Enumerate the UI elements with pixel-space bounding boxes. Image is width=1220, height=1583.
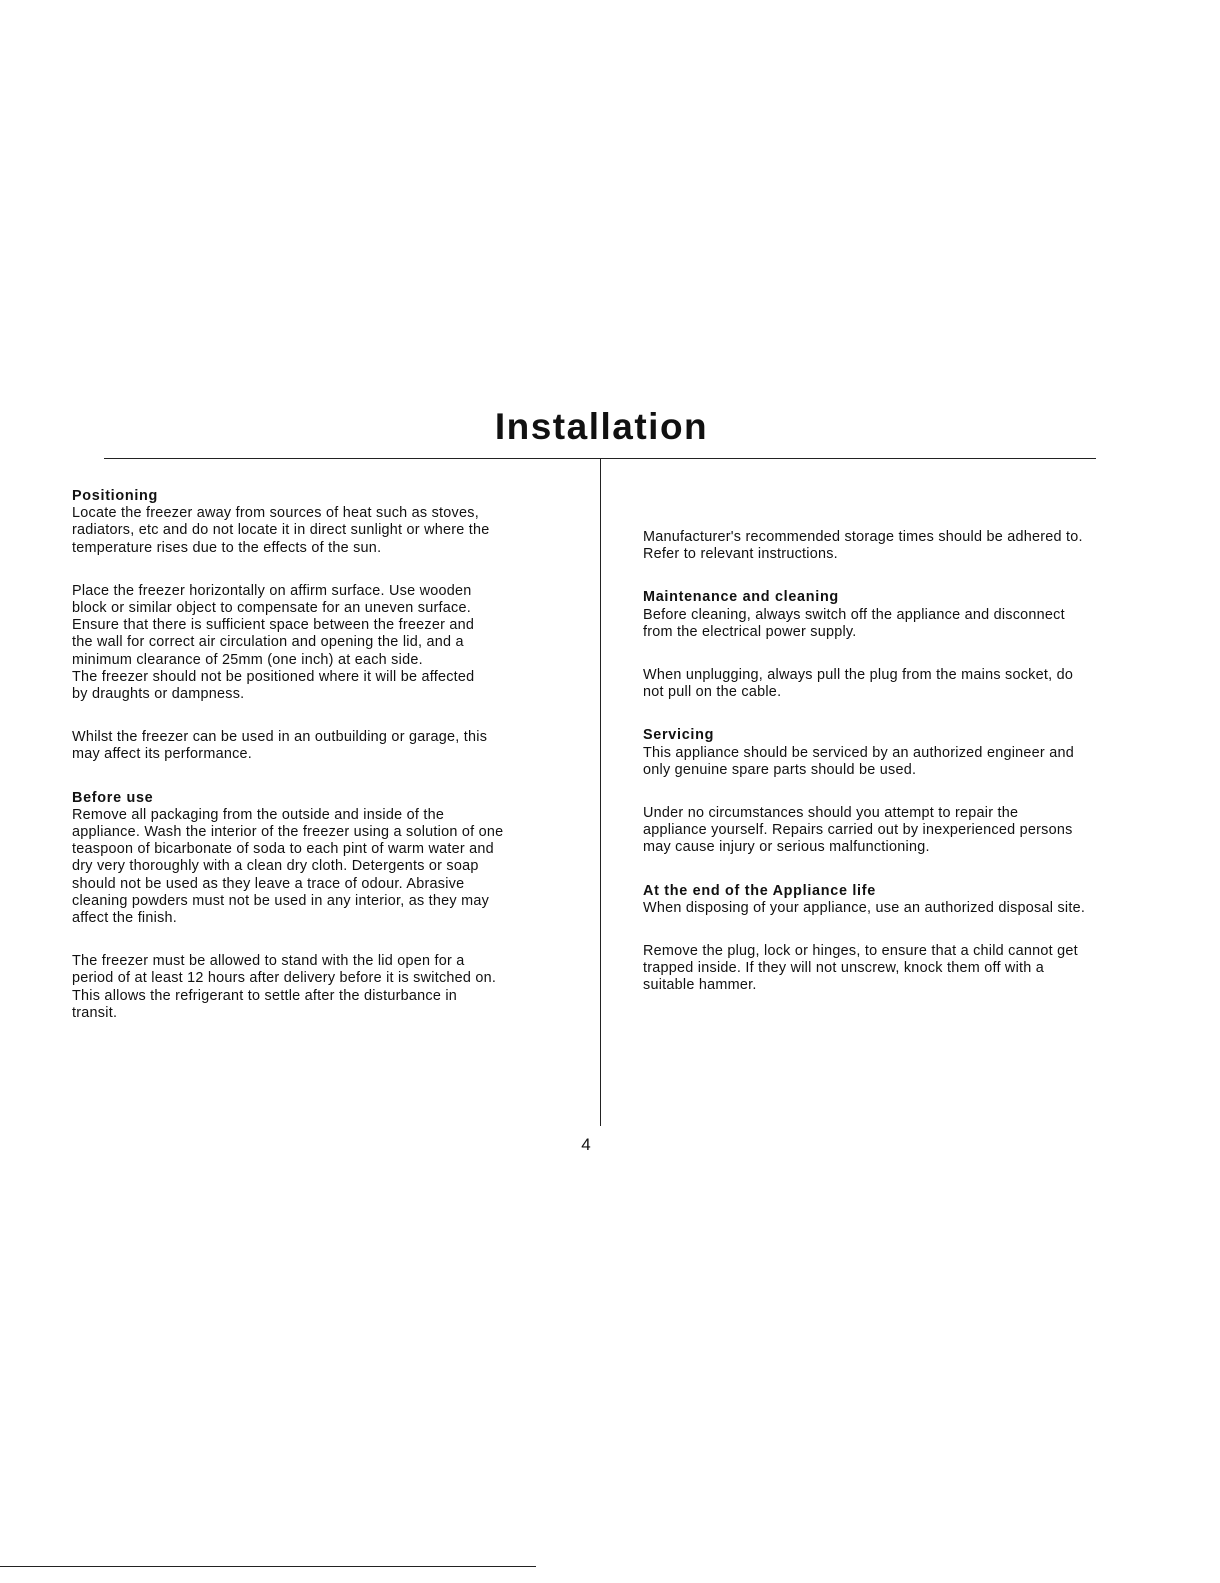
page-title: Installation [494, 406, 709, 447]
bottom-rule [0, 1566, 536, 1567]
left-column [72, 488, 542, 1022]
before-use-heading: Before use [72, 789, 154, 806]
maintenance-paragraph-2: When unplugging, always pull the plug from the mains socket, do not pull on the cable. [643, 667, 1074, 701]
maintenance-heading: Maintenance and cleaning [643, 589, 839, 606]
servicing-heading: Servicing [643, 727, 715, 744]
positioning-paragraph-3: Whilst the freezer can be used in an outbuilding or garage, this may affect its performance. [72, 729, 488, 763]
positioning-heading: Positioning [72, 488, 159, 504]
end-of-life-paragraph-1: When disposing of your appliance, use an authorized disposal site. [643, 899, 1086, 916]
before-use-paragraph-1: Remove all packaging from the outside and inside of the appliance. Wash the interior of the freezer using a solution of one teaspoon of bicarbonate of soda to each pint of warm water and dry very thoroughly with a clean dry cloth. Detergents or soap should not be used as they leave a trace of odour. Abrasive cleaning powders must not be used in any interior, as they may affect the finish. [72, 806, 504, 927]
page-number: 4 [581, 1135, 591, 1154]
maintenance-paragraph-1: Before cleaning, always switch off the appliance and disconnect from the electrical power supply. [643, 606, 1065, 640]
servicing-paragraph-1: This appliance should be serviced by an authorized engineer and only genuine spare parts should be used. [643, 744, 1074, 778]
before-use-paragraph-2: The freezer must be allowed to stand with the lid open for a period of at least 12 hours after delivery before it is switched on. This allows the refrigerant to settle after the disturbance in transit. [72, 953, 497, 1021]
positioning-paragraph-2: Place the freezer horizontally on affirm surface. Use wooden block or similar object to compensate for an uneven surface. Ensure that there is sufficient space between the freezer and the wall for correct air circulation and opening the lid, and a minimum clearance of 25mm (one inch) at each side. The freezer should not be positioned where it will be affected by draughts or dampness. [72, 582, 475, 703]
positioning-paragraph-1: Locate the freezer away from sources of heat such as stoves, radiators, etc and do not locate it in direct sunlight or where the temperature rises due to the effects of the sun. [72, 505, 490, 556]
end-of-life-paragraph-2: Remove the plug, lock or hinges, to ensure that a child cannot get trapped inside. If they will not unscrew, knock them off with a suitable hammer. [643, 943, 1078, 994]
storage-paragraph: Manufacturer's recommended storage times should be adhered to. Refer to relevant instructions. [643, 529, 1083, 563]
column-divider [600, 459, 601, 1126]
right-column [643, 529, 1123, 995]
servicing-paragraph-2: Under no circumstances should you attempt to repair the appliance yourself. Repairs carried out by inexperienced persons may cause injury or serious malfunctioning. [643, 805, 1073, 856]
end-of-life-heading: At the end of the Appliance life [643, 882, 876, 899]
